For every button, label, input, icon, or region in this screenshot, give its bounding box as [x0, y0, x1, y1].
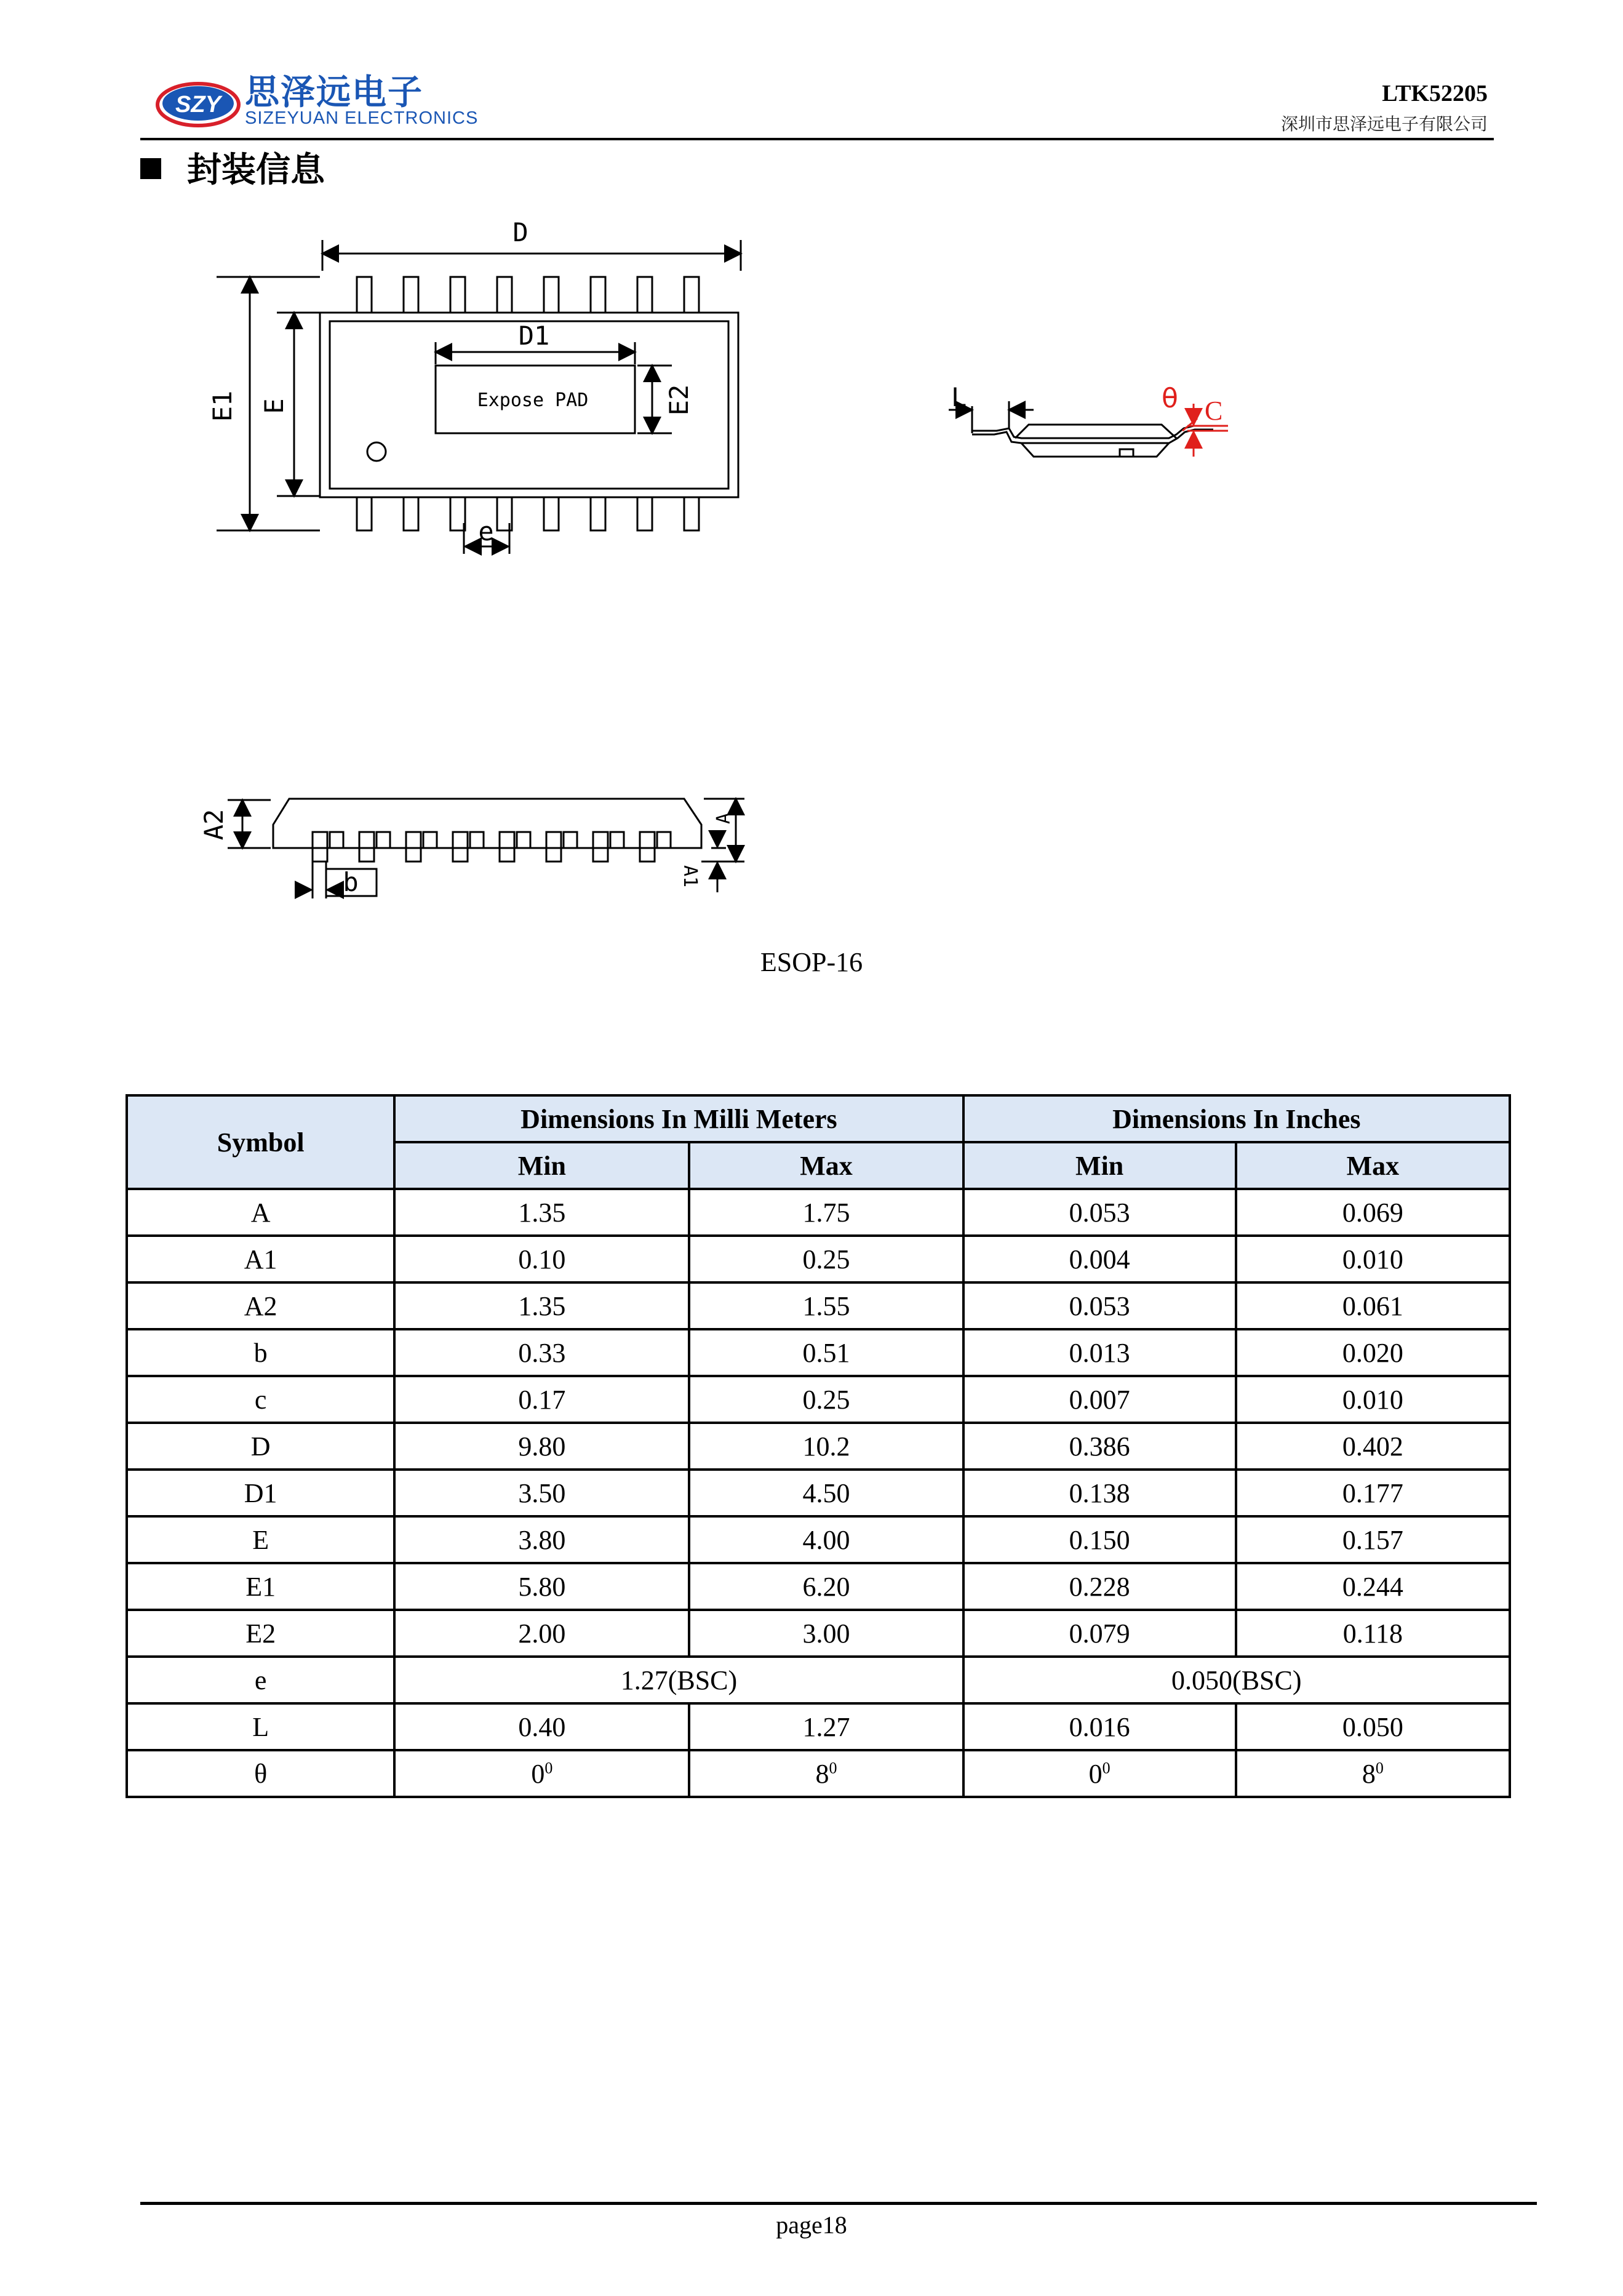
header-in-max: Max	[1236, 1142, 1510, 1189]
section-title-text: 封装信息	[187, 150, 325, 190]
label-D: D	[512, 217, 528, 247]
table-row	[127, 1563, 1510, 1610]
table-row-e	[127, 1657, 1510, 1703]
cell-symbol: E2	[127, 1610, 394, 1657]
cell-mm-min: 9.80	[394, 1423, 689, 1470]
label-E1: E1	[207, 390, 237, 422]
label-D1: D1	[518, 321, 550, 351]
part-number: LTK52205	[1382, 81, 1488, 106]
cell-in-max: 0.069	[1236, 1189, 1510, 1236]
cell-mm-max: 6.20	[689, 1563, 963, 1610]
expose-pad-label: Expose PAD	[477, 390, 589, 411]
pin1-marker	[367, 442, 386, 461]
cell-mm-min: 3.80	[394, 1516, 689, 1563]
table-row	[127, 1189, 1510, 1236]
cell-mm-bsc: 1.27(BSC)	[394, 1657, 963, 1703]
top-pin-row	[357, 277, 699, 313]
cell-symbol: A1	[127, 1236, 394, 1282]
package-lead-shoulder	[423, 832, 437, 848]
cell-mm-max: $8^0$	[689, 1750, 963, 1797]
cell-symbol: E	[127, 1516, 394, 1563]
label-E: E	[259, 398, 289, 414]
label-E2: E2	[664, 384, 694, 416]
package-lead	[406, 832, 421, 862]
package-lead-shoulder	[564, 832, 577, 848]
cell-in-min: 0.053	[963, 1282, 1236, 1329]
header-mm-min: Min	[394, 1142, 689, 1189]
label-b: b	[343, 867, 359, 897]
cell-mm-min: 5.80	[394, 1563, 689, 1610]
cell-in-max: 0.402	[1236, 1423, 1510, 1470]
label-A: A	[713, 812, 735, 825]
table-row	[127, 1282, 1510, 1329]
cell-mm-min: 1.35	[394, 1282, 689, 1329]
cell-symbol: D1	[127, 1470, 394, 1516]
table-row	[127, 1470, 1510, 1516]
package-pin	[357, 277, 372, 313]
cell-in-max: $8^0$	[1236, 1750, 1510, 1797]
cell-mm-max: 0.25	[689, 1376, 963, 1423]
cell-mm-min: 1.35	[394, 1189, 689, 1236]
cell-in-min: $0^0$	[963, 1750, 1236, 1797]
cell-in-max: 0.177	[1236, 1470, 1510, 1516]
cell-symbol: θ	[127, 1750, 394, 1797]
package-pin	[404, 277, 418, 313]
table-row	[127, 1329, 1510, 1376]
package-pin	[637, 497, 652, 530]
cell-mm-min: 2.00	[394, 1610, 689, 1657]
cell-in-min: 0.079	[963, 1610, 1236, 1657]
table-row	[127, 1376, 1510, 1423]
cell-mm-min: 0.40	[394, 1703, 689, 1750]
cell-mm-min: $0^0$	[394, 1750, 689, 1797]
cell-in-min: 0.004	[963, 1236, 1236, 1282]
package-pin	[544, 277, 559, 313]
package-pin	[591, 497, 605, 530]
cell-in-min: 0.007	[963, 1376, 1236, 1423]
cell-mm-min: 0.10	[394, 1236, 689, 1282]
package-pin	[544, 497, 559, 530]
cell-in-min: 0.386	[963, 1423, 1236, 1470]
cell-in-max: 0.010	[1236, 1376, 1510, 1423]
header-in-min: Min	[963, 1142, 1236, 1189]
package-lead	[453, 832, 468, 862]
cell-mm-max: 1.75	[689, 1189, 963, 1236]
cell-symbol: b	[127, 1329, 394, 1376]
cell-in-bsc: 0.050(BSC)	[963, 1657, 1510, 1703]
label-C: C	[1205, 396, 1223, 426]
cell-symbol: A2	[127, 1282, 394, 1329]
cell-symbol: D	[127, 1423, 394, 1470]
cell-mm-max: 10.2	[689, 1423, 963, 1470]
package-pin	[497, 277, 512, 313]
package-pin	[684, 497, 699, 530]
label-L: L	[951, 382, 967, 412]
logo-english-name: SIZEYUAN ELECTRONICS	[245, 108, 479, 128]
table-row	[127, 1423, 1510, 1470]
cell-symbol: E1	[127, 1563, 394, 1610]
package-lead-shoulder	[377, 832, 390, 848]
cell-in-max: 0.118	[1236, 1610, 1510, 1657]
table-row	[127, 1516, 1510, 1563]
cell-symbol: c	[127, 1376, 394, 1423]
header-inches: Dimensions In Inches	[963, 1095, 1510, 1142]
package-lead	[640, 832, 655, 862]
package-lead	[593, 832, 608, 862]
cell-in-max: 0.157	[1236, 1516, 1510, 1563]
cell-mm-max: 4.50	[689, 1470, 963, 1516]
package-lead	[359, 832, 374, 862]
package-lead-shoulder	[610, 832, 624, 848]
cell-symbol: e	[127, 1657, 394, 1703]
header-symbol: Symbol	[127, 1095, 394, 1189]
table-row-L	[127, 1703, 1510, 1750]
cell-in-min: 0.016	[963, 1703, 1236, 1750]
table-row	[127, 1610, 1510, 1657]
table-row-theta	[127, 1750, 1510, 1797]
package-pin	[591, 277, 605, 313]
package-lead-shoulder	[657, 832, 671, 848]
company-name: 深圳市思泽远电子有限公司	[1280, 114, 1488, 134]
header-mm-max: Max	[689, 1142, 963, 1189]
table-header-row	[127, 1095, 1510, 1142]
logo-mark-text: SZY	[175, 92, 221, 118]
label-e: e	[478, 516, 494, 546]
label-A2: A2	[199, 809, 229, 841]
bottom-pin-row	[357, 497, 699, 530]
package-pin	[404, 497, 418, 530]
cell-in-min: 0.138	[963, 1470, 1236, 1516]
package-drawing	[0, 0, 1623, 923]
cell-in-max: 0.050	[1236, 1703, 1510, 1750]
package-lead-shoulder	[517, 832, 530, 848]
table-row	[127, 1236, 1510, 1282]
label-theta: θ	[1162, 383, 1178, 414]
cell-mm-min: 0.17	[394, 1376, 689, 1423]
cell-mm-max: 1.27	[689, 1703, 963, 1750]
cell-in-min: 0.150	[963, 1516, 1236, 1563]
footer-divider	[140, 2202, 1537, 2205]
logo-chinese-name: 思泽远电子	[245, 73, 423, 113]
cell-mm-max: 3.00	[689, 1610, 963, 1657]
package-pin	[357, 497, 372, 530]
cell-mm-min: 3.50	[394, 1470, 689, 1516]
cell-in-max: 0.020	[1236, 1329, 1510, 1376]
cell-mm-max: 0.51	[689, 1329, 963, 1376]
page-number: page18	[776, 2211, 847, 2239]
cell-symbol: L	[127, 1703, 394, 1750]
cell-in-max: 0.010	[1236, 1236, 1510, 1282]
cell-in-min: 0.228	[963, 1563, 1236, 1610]
header-mm: Dimensions In Milli Meters	[394, 1095, 963, 1142]
package-lead-shoulder	[330, 832, 343, 848]
cell-in-max: 0.244	[1236, 1563, 1510, 1610]
dimensions-table	[126, 1094, 1511, 1798]
package-lead	[313, 832, 327, 862]
package-name: ESOP-16	[760, 947, 863, 977]
label-A1: A1	[679, 865, 701, 888]
package-pin	[684, 277, 699, 313]
front-lead-row	[313, 832, 671, 862]
cell-mm-max: 0.25	[689, 1236, 963, 1282]
cell-mm-min: 0.33	[394, 1329, 689, 1376]
package-pin	[450, 277, 465, 313]
package-lead	[546, 832, 561, 862]
package-pin	[637, 277, 652, 313]
package-pin	[450, 497, 465, 530]
cell-in-min: 0.013	[963, 1329, 1236, 1376]
package-lead-shoulder	[470, 832, 484, 848]
cell-mm-max: 4.00	[689, 1516, 963, 1563]
cell-symbol: A	[127, 1189, 394, 1236]
cell-in-max: 0.061	[1236, 1282, 1510, 1329]
front-view	[228, 799, 744, 898]
package-lead	[500, 832, 514, 862]
cell-in-min: 0.053	[963, 1189, 1236, 1236]
cell-mm-max: 1.55	[689, 1282, 963, 1329]
